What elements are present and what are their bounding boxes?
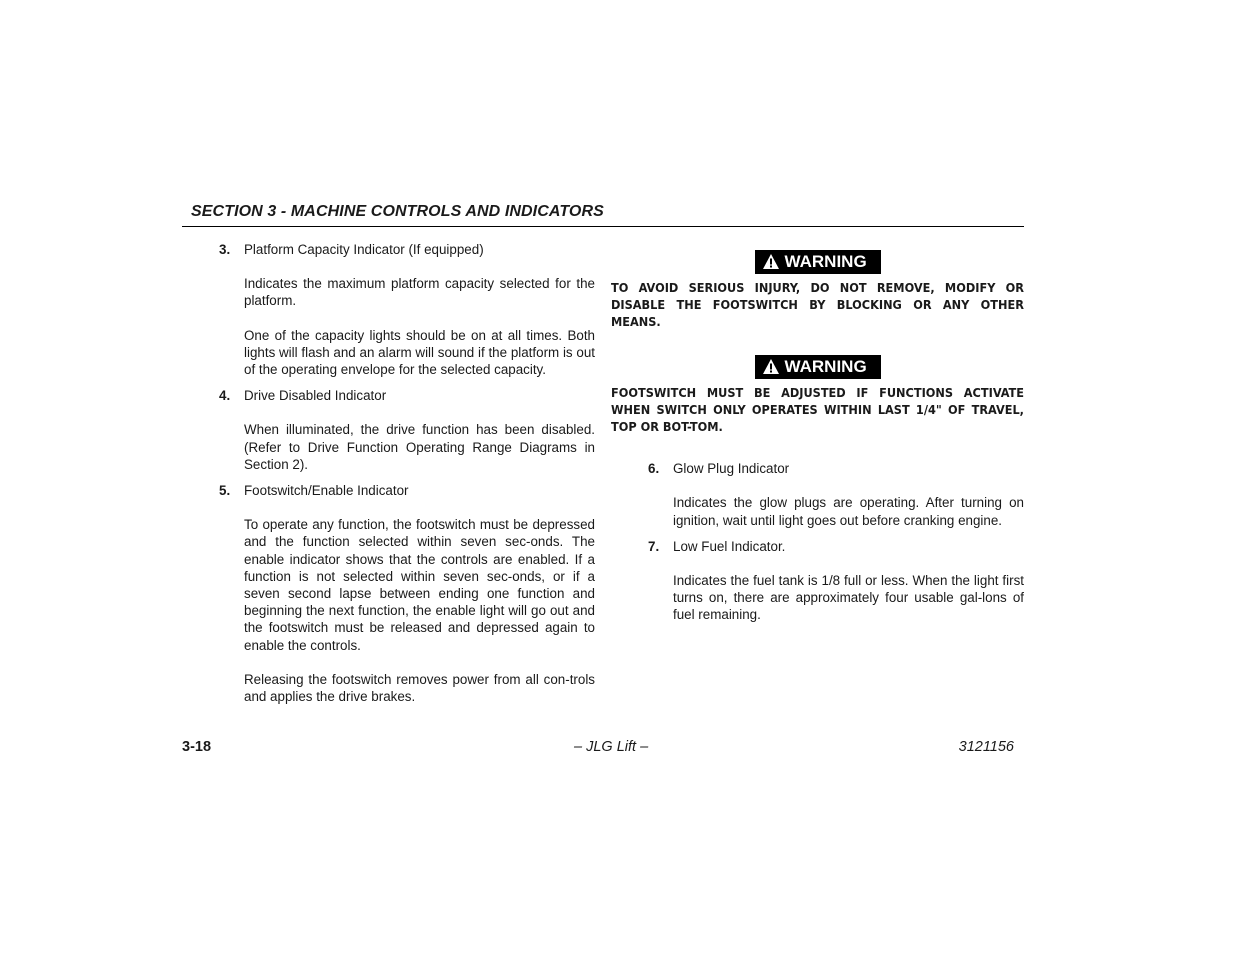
item-title: Low Fuel Indicator. bbox=[673, 538, 786, 554]
item-number: 6. bbox=[648, 461, 660, 477]
warning-block bbox=[611, 250, 1024, 331]
warning-label: WARNING bbox=[784, 252, 867, 271]
warning-text: TO AVOID SERIOUS INJURY, DO NOT REMOVE, MODIFY OR DISABLE THE FOOTSWITCH BY BLOCKING OR ANY OTHER MEANS. bbox=[611, 280, 1024, 330]
item-number: 5. bbox=[219, 483, 231, 499]
item-paragraph: Indicates the fuel tank is 1/8 full or less. When the light first turns on, there are approximately four usable gal-lons of fuel remaining. bbox=[673, 573, 1024, 623]
list-item bbox=[219, 387, 595, 473]
item-paragraph: Indicates the glow plugs are operating. After turning on ignition, wait until light goes out before cranking engine. bbox=[673, 495, 1024, 528]
list-item bbox=[648, 538, 1024, 624]
item-number: 7. bbox=[648, 538, 660, 554]
warning-text: FOOTSWITCH MUST BE ADJUSTED IF FUNCTIONS ACTIVATE WHEN SWITCH ONLY OPERATES WITHIN LAST 1/4" OF TRAVEL, TOP OR BOT-TOM. bbox=[611, 384, 1024, 435]
item-number: 3. bbox=[219, 242, 231, 257]
item-paragraph: One of the capacity lights should be on at all times. Both lights will flash and an alarm will sound if the platform is out of the operating envelope for the selected capacity. bbox=[244, 327, 595, 378]
item-paragraph: When illuminated, the drive function has been disabled. (Refer to Drive Function Operating Range Diagrams in Section 2). bbox=[244, 422, 595, 472]
list-item bbox=[219, 241, 595, 378]
item-title: Platform Capacity Indicator (If equipped) bbox=[244, 242, 484, 257]
left-column bbox=[219, 241, 595, 714]
item-number: 4. bbox=[219, 388, 231, 404]
warning-badge bbox=[755, 355, 881, 379]
warning-triangle-icon bbox=[762, 358, 780, 375]
right-item-list bbox=[611, 460, 1024, 623]
item-title: Glow Plug Indicator bbox=[673, 461, 790, 477]
warning-triangle-icon bbox=[762, 253, 780, 270]
right-column bbox=[611, 250, 1024, 633]
header-divider bbox=[182, 226, 1024, 227]
warning-block bbox=[611, 355, 1024, 436]
item-paragraph: Indicates the maximum platform capacity selected for the platform. bbox=[244, 276, 595, 309]
footer-publisher: – JLG Lift – bbox=[574, 739, 649, 755]
item-title: Footswitch/Enable Indicator bbox=[244, 483, 409, 499]
list-item bbox=[219, 482, 595, 705]
list-item bbox=[648, 460, 1024, 529]
item-paragraph: To operate any function, the footswitch must be depressed and the function selected within seven sec-onds. The enable indicator shows that the controls are enabled. If a function is not selected within seven sec-onds, or if a seven second lapse between ending one function and beginning the next function, the enable light will go out and the footswitch must be released and depressed again to enable the controls. bbox=[244, 517, 595, 653]
page-number: 3-18 bbox=[182, 739, 212, 755]
item-title: Drive Disabled Indicator bbox=[244, 388, 387, 404]
section-title: SECTION 3 - MACHINE CONTROLS AND INDICATORS bbox=[191, 203, 604, 220]
item-paragraph: Releasing the footswitch removes power from all con-trols and applies the drive brakes. bbox=[244, 671, 595, 705]
warning-badge bbox=[755, 250, 881, 274]
warning-label: WARNING bbox=[784, 356, 867, 376]
document-number: 3121156 bbox=[958, 739, 1014, 755]
